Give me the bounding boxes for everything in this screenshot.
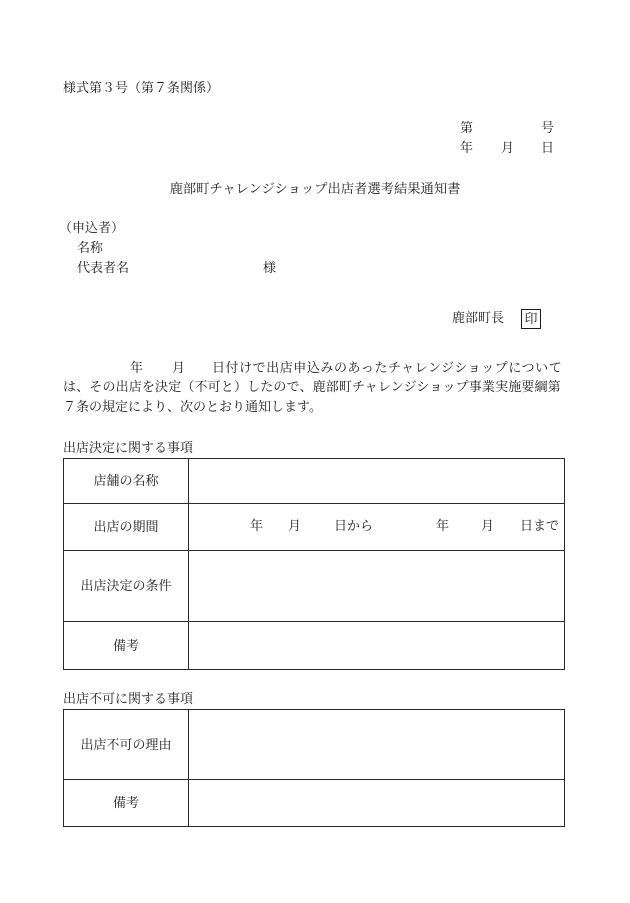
approval-section-heading: 出店決定に関する事項 bbox=[63, 440, 194, 455]
doc-number-prefix: 第 bbox=[460, 120, 474, 135]
table-row bbox=[64, 551, 565, 622]
issuer-title: 鹿部町長 bbox=[452, 310, 505, 325]
doc-number-suffix: 号 bbox=[541, 120, 555, 135]
approval-remarks-value bbox=[189, 622, 565, 670]
period-to-day: 日まで bbox=[520, 518, 560, 533]
notice-line-1: 日付けで出店申込みのあったチャレンジショップについて bbox=[212, 360, 563, 375]
period-from-day: 日から bbox=[334, 518, 374, 533]
period-to-month: 月 bbox=[481, 518, 495, 533]
applicant-representative-label: 代表者名 bbox=[77, 260, 130, 275]
rejection-table bbox=[63, 709, 565, 827]
approval-table bbox=[63, 458, 565, 670]
table-row bbox=[64, 459, 565, 504]
table-row bbox=[64, 780, 565, 827]
approval-conditions-value bbox=[189, 551, 565, 622]
table-row bbox=[64, 710, 565, 780]
approval-remarks-label: 備考 bbox=[64, 622, 189, 670]
period-from-month: 月 bbox=[288, 518, 302, 533]
table-row bbox=[64, 622, 565, 670]
notice-year: 年 bbox=[130, 360, 144, 375]
date-month: 月 bbox=[501, 140, 515, 155]
period-to-year: 年 bbox=[436, 518, 450, 533]
notice-line-2: は、その出店を決定（不可と）したので、鹿部町チャレンジショップ事業実施要綱第 bbox=[63, 379, 561, 394]
rejection-reason-value bbox=[189, 710, 565, 780]
document-title: 鹿部町チャレンジショップ出店者選考結果通知書 bbox=[169, 181, 461, 196]
date-day: 日 bbox=[541, 140, 555, 155]
notice-month: 月 bbox=[172, 360, 186, 375]
seal-stamp: 印 bbox=[521, 309, 541, 329]
rejection-reason-label: 出店不可の理由 bbox=[64, 710, 189, 780]
table-row bbox=[64, 504, 565, 551]
rejection-section-heading: 出店不可に関する事項 bbox=[63, 691, 194, 706]
period-label: 出店の期間 bbox=[64, 504, 189, 551]
applicant-name-label: 名称 bbox=[77, 240, 104, 255]
rejection-remarks-value bbox=[189, 780, 565, 827]
store-name-value bbox=[189, 459, 565, 504]
period-value bbox=[189, 504, 565, 551]
store-name-label: 店舗の名称 bbox=[64, 459, 189, 504]
approval-conditions-label: 出店決定の条件 bbox=[64, 551, 189, 622]
period-from-year: 年 bbox=[250, 518, 264, 533]
date-year: 年 bbox=[460, 140, 474, 155]
form-number: 様式第３号（第７条関係） bbox=[63, 80, 220, 95]
rejection-remarks-label: 備考 bbox=[64, 780, 189, 827]
applicant-honorific: 様 bbox=[263, 260, 277, 275]
applicant-label: （申込者） bbox=[59, 220, 125, 235]
notice-line-3: ７条の規定により、次のとおり通知します。 bbox=[63, 399, 322, 414]
